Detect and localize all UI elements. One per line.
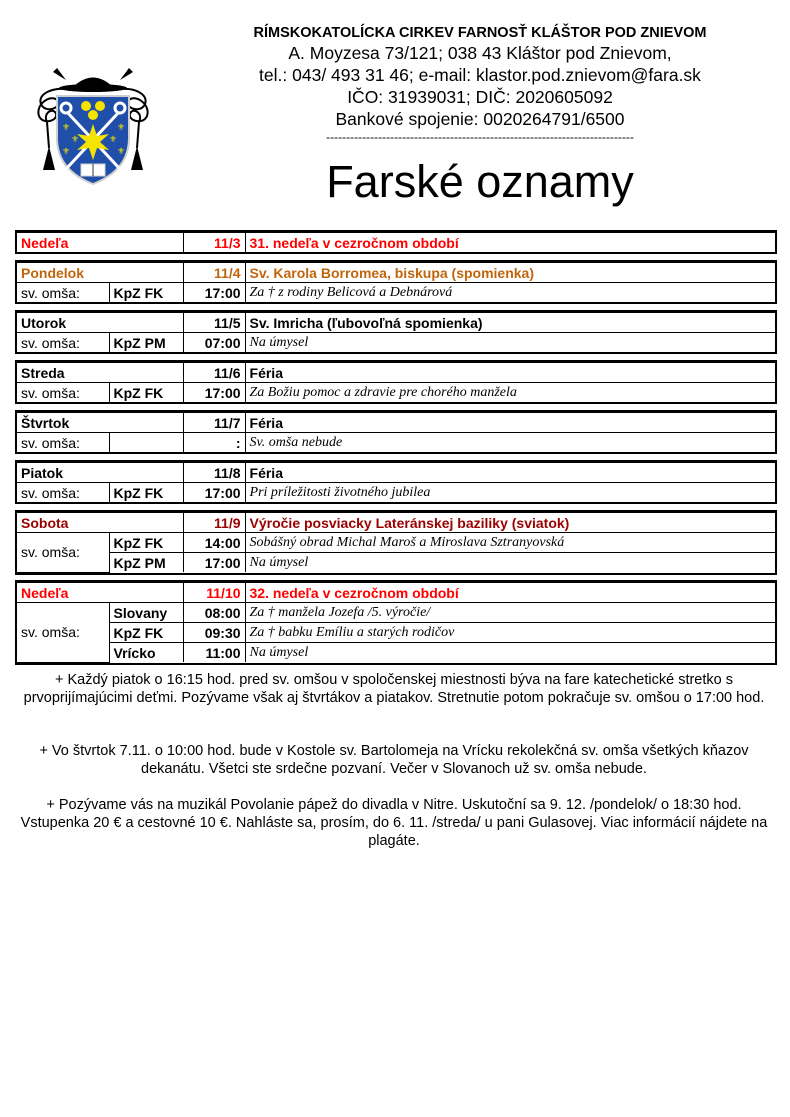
mass-location: KpZ PM xyxy=(109,553,183,573)
liturgical-feast: Sv. Karola Borromea, biskupa (spomienka) xyxy=(245,263,775,283)
mass-row xyxy=(17,383,775,403)
day-name: Nedeľa xyxy=(17,583,183,603)
parish-coat-of-arms-logo xyxy=(33,68,153,188)
mass-time: 14:00 xyxy=(183,533,245,553)
mass-row xyxy=(17,483,775,503)
mass-label: sv. omša: xyxy=(17,433,109,453)
day-table xyxy=(15,510,777,575)
mass-label: sv. omša: xyxy=(17,383,109,403)
parish-header xyxy=(200,24,760,142)
mass-intention: Za † z rodiny Belicová a Debnárová xyxy=(245,283,775,303)
mass-intention: Sobášný obrad Michal Maroš a Miroslava Sztranyovská xyxy=(245,533,775,553)
mass-intention: Za † manžela Jozefa /5. výročie/ xyxy=(245,603,775,623)
mass-time: 17:00 xyxy=(183,483,245,503)
mass-label: sv. omša: xyxy=(17,533,109,573)
day-table xyxy=(15,360,777,404)
mass-time: 08:00 xyxy=(183,603,245,623)
mass-time: : xyxy=(183,433,245,453)
day-date: 11/9 xyxy=(183,513,245,533)
mass-row xyxy=(17,533,775,553)
day-table xyxy=(15,580,777,665)
mass-intention: Na úmysel xyxy=(245,643,775,663)
mass-location: KpZ FK xyxy=(109,623,183,643)
mass-label: sv. omša: xyxy=(17,483,109,503)
day-name: Piatok xyxy=(17,463,183,483)
day-table xyxy=(15,230,777,254)
day-header-row xyxy=(17,413,775,433)
liturgical-feast: Féria xyxy=(245,413,775,433)
mass-time: 17:00 xyxy=(183,283,245,303)
svg-text:⚜: ⚜ xyxy=(71,135,80,145)
org-address: A. Moyzesa 73/121; 038 43 Kláštor pod Znievom, xyxy=(288,43,672,63)
svg-text:⚜: ⚜ xyxy=(117,147,126,157)
day-name: Streda xyxy=(17,363,183,383)
svg-text:⚜: ⚜ xyxy=(62,123,71,133)
mass-intention: Sv. omša nebude xyxy=(245,433,775,453)
day-table xyxy=(15,410,777,454)
mass-location: Vrícko xyxy=(109,643,183,663)
mass-label: sv. omša: xyxy=(17,333,109,353)
page-title: Farské oznamy xyxy=(326,156,634,207)
liturgical-feast: 32. nedeľa v cezročnom období xyxy=(245,583,775,603)
mass-intention: Pri príležitosti životného jubilea xyxy=(245,483,775,503)
liturgical-feast: 31. nedeľa v cezročnom období xyxy=(245,233,775,253)
day-header-row xyxy=(17,463,775,483)
mass-time: 07:00 xyxy=(183,333,245,353)
day-header-row xyxy=(17,233,775,253)
mass-row xyxy=(17,643,775,663)
day-name: Utorok xyxy=(17,313,183,333)
svg-text:⚜: ⚜ xyxy=(109,135,118,145)
mass-intention: Za Božiu pomoc a zdravie pre chorého manžela xyxy=(245,383,775,403)
liturgical-feast: Féria xyxy=(245,463,775,483)
org-bank: Bankové spojenie: 0020264791/6500 xyxy=(335,109,625,129)
day-header-row xyxy=(17,263,775,283)
liturgical-feast: Sv. Imricha (ľubovoľná spomienka) xyxy=(245,313,775,333)
mass-label: sv. omša: xyxy=(17,283,109,303)
day-date: 11/7 xyxy=(183,413,245,433)
org-contact: tel.: 043/ 493 31 46; e-mail: klastor.pod.znievom@fara.sk xyxy=(259,65,701,85)
mass-row xyxy=(17,623,775,643)
day-header-row xyxy=(17,363,775,383)
mass-row xyxy=(17,433,775,453)
mass-location: KpZ FK xyxy=(109,533,183,553)
mass-location: KpZ FK xyxy=(109,283,183,303)
svg-text:⚜: ⚜ xyxy=(62,147,71,157)
day-name: Sobota xyxy=(17,513,183,533)
mass-location: KpZ FK xyxy=(109,383,183,403)
day-date: 11/6 xyxy=(183,363,245,383)
day-date: 11/5 xyxy=(183,313,245,333)
mass-location: KpZ FK xyxy=(109,483,183,503)
day-name: Nedeľa xyxy=(17,233,183,253)
day-table xyxy=(15,460,777,504)
mass-location: KpZ PM xyxy=(109,333,183,353)
day-name: Pondelok xyxy=(17,263,183,283)
day-header-row xyxy=(17,583,775,603)
mass-time: 17:00 xyxy=(183,553,245,573)
mass-time: 11:00 xyxy=(183,643,245,663)
note-2: + Vo štvrtok 7.11. o 10:00 hod. bude v Kostole sv. Bartolomeja na Vrícku rekolekčná sv. omša všetkých kňazov dekanátu. Všetci ste srdečne pozvaní. Večer v Slovanoch už sv. omša nebude. xyxy=(39,743,749,777)
mass-intention: Na úmysel xyxy=(245,333,775,353)
mass-row xyxy=(17,553,775,573)
day-date: 11/3 xyxy=(183,233,245,253)
mass-intention: Za † babku Emíliu a starých rodičov xyxy=(245,623,775,643)
org-ids: IČO: 31939031; DIČ: 2020605092 xyxy=(347,87,613,107)
mass-location xyxy=(109,433,183,453)
day-date: 11/4 xyxy=(183,263,245,283)
mass-location: Slovany xyxy=(109,603,183,623)
day-name: Štvrtok xyxy=(17,413,183,433)
mass-time: 09:30 xyxy=(183,623,245,643)
mass-label: sv. omša: xyxy=(17,603,109,663)
mass-row xyxy=(17,283,775,303)
mass-time: 17:00 xyxy=(183,383,245,403)
day-header-row xyxy=(17,513,775,533)
mass-row xyxy=(17,333,775,353)
note-3: + Pozývame vás na muzikál Povolanie pápež do divadla v Nitre. Uskutoční sa 9. 12. /pondelok/ o 18:30 hod. Vstupenka 20 € a cestovné 10 €. Nahláste sa, prosím, do 6. 11. /streda/ u pani Gulasovej. Viac informácií nájdete na plagáte. xyxy=(20,797,768,849)
mass-intention: Na úmysel xyxy=(245,553,775,573)
day-table xyxy=(15,260,777,304)
day-date: 11/8 xyxy=(183,463,245,483)
org-name: RÍMSKOKATOLÍCKA CIRKEV FARNOSŤ KLÁŠTOR POD ZNIEVOM xyxy=(253,25,707,41)
svg-text:⚜: ⚜ xyxy=(117,123,126,133)
liturgical-feast: Výročie posviacky Lateránskej baziliky (sviatok) xyxy=(245,513,775,533)
day-table xyxy=(15,310,777,354)
note-1: + Každý piatok o 16:15 hod. pred sv. omšou v spoločenskej miestnosti býva na fare katechetické stretko s prvoprijímajúcimi deťmi. Pozývame však aj štvrtákov a piatakov. Stretnutie potom pokračuje sv. omšou o 17:00 hod. xyxy=(23,672,765,706)
liturgical-feast: Féria xyxy=(245,363,775,383)
mass-row xyxy=(17,603,775,623)
day-header-row xyxy=(17,313,775,333)
header-separator: ----------------------------------------------------------------------------- xyxy=(326,132,634,142)
day-date: 11/10 xyxy=(183,583,245,603)
